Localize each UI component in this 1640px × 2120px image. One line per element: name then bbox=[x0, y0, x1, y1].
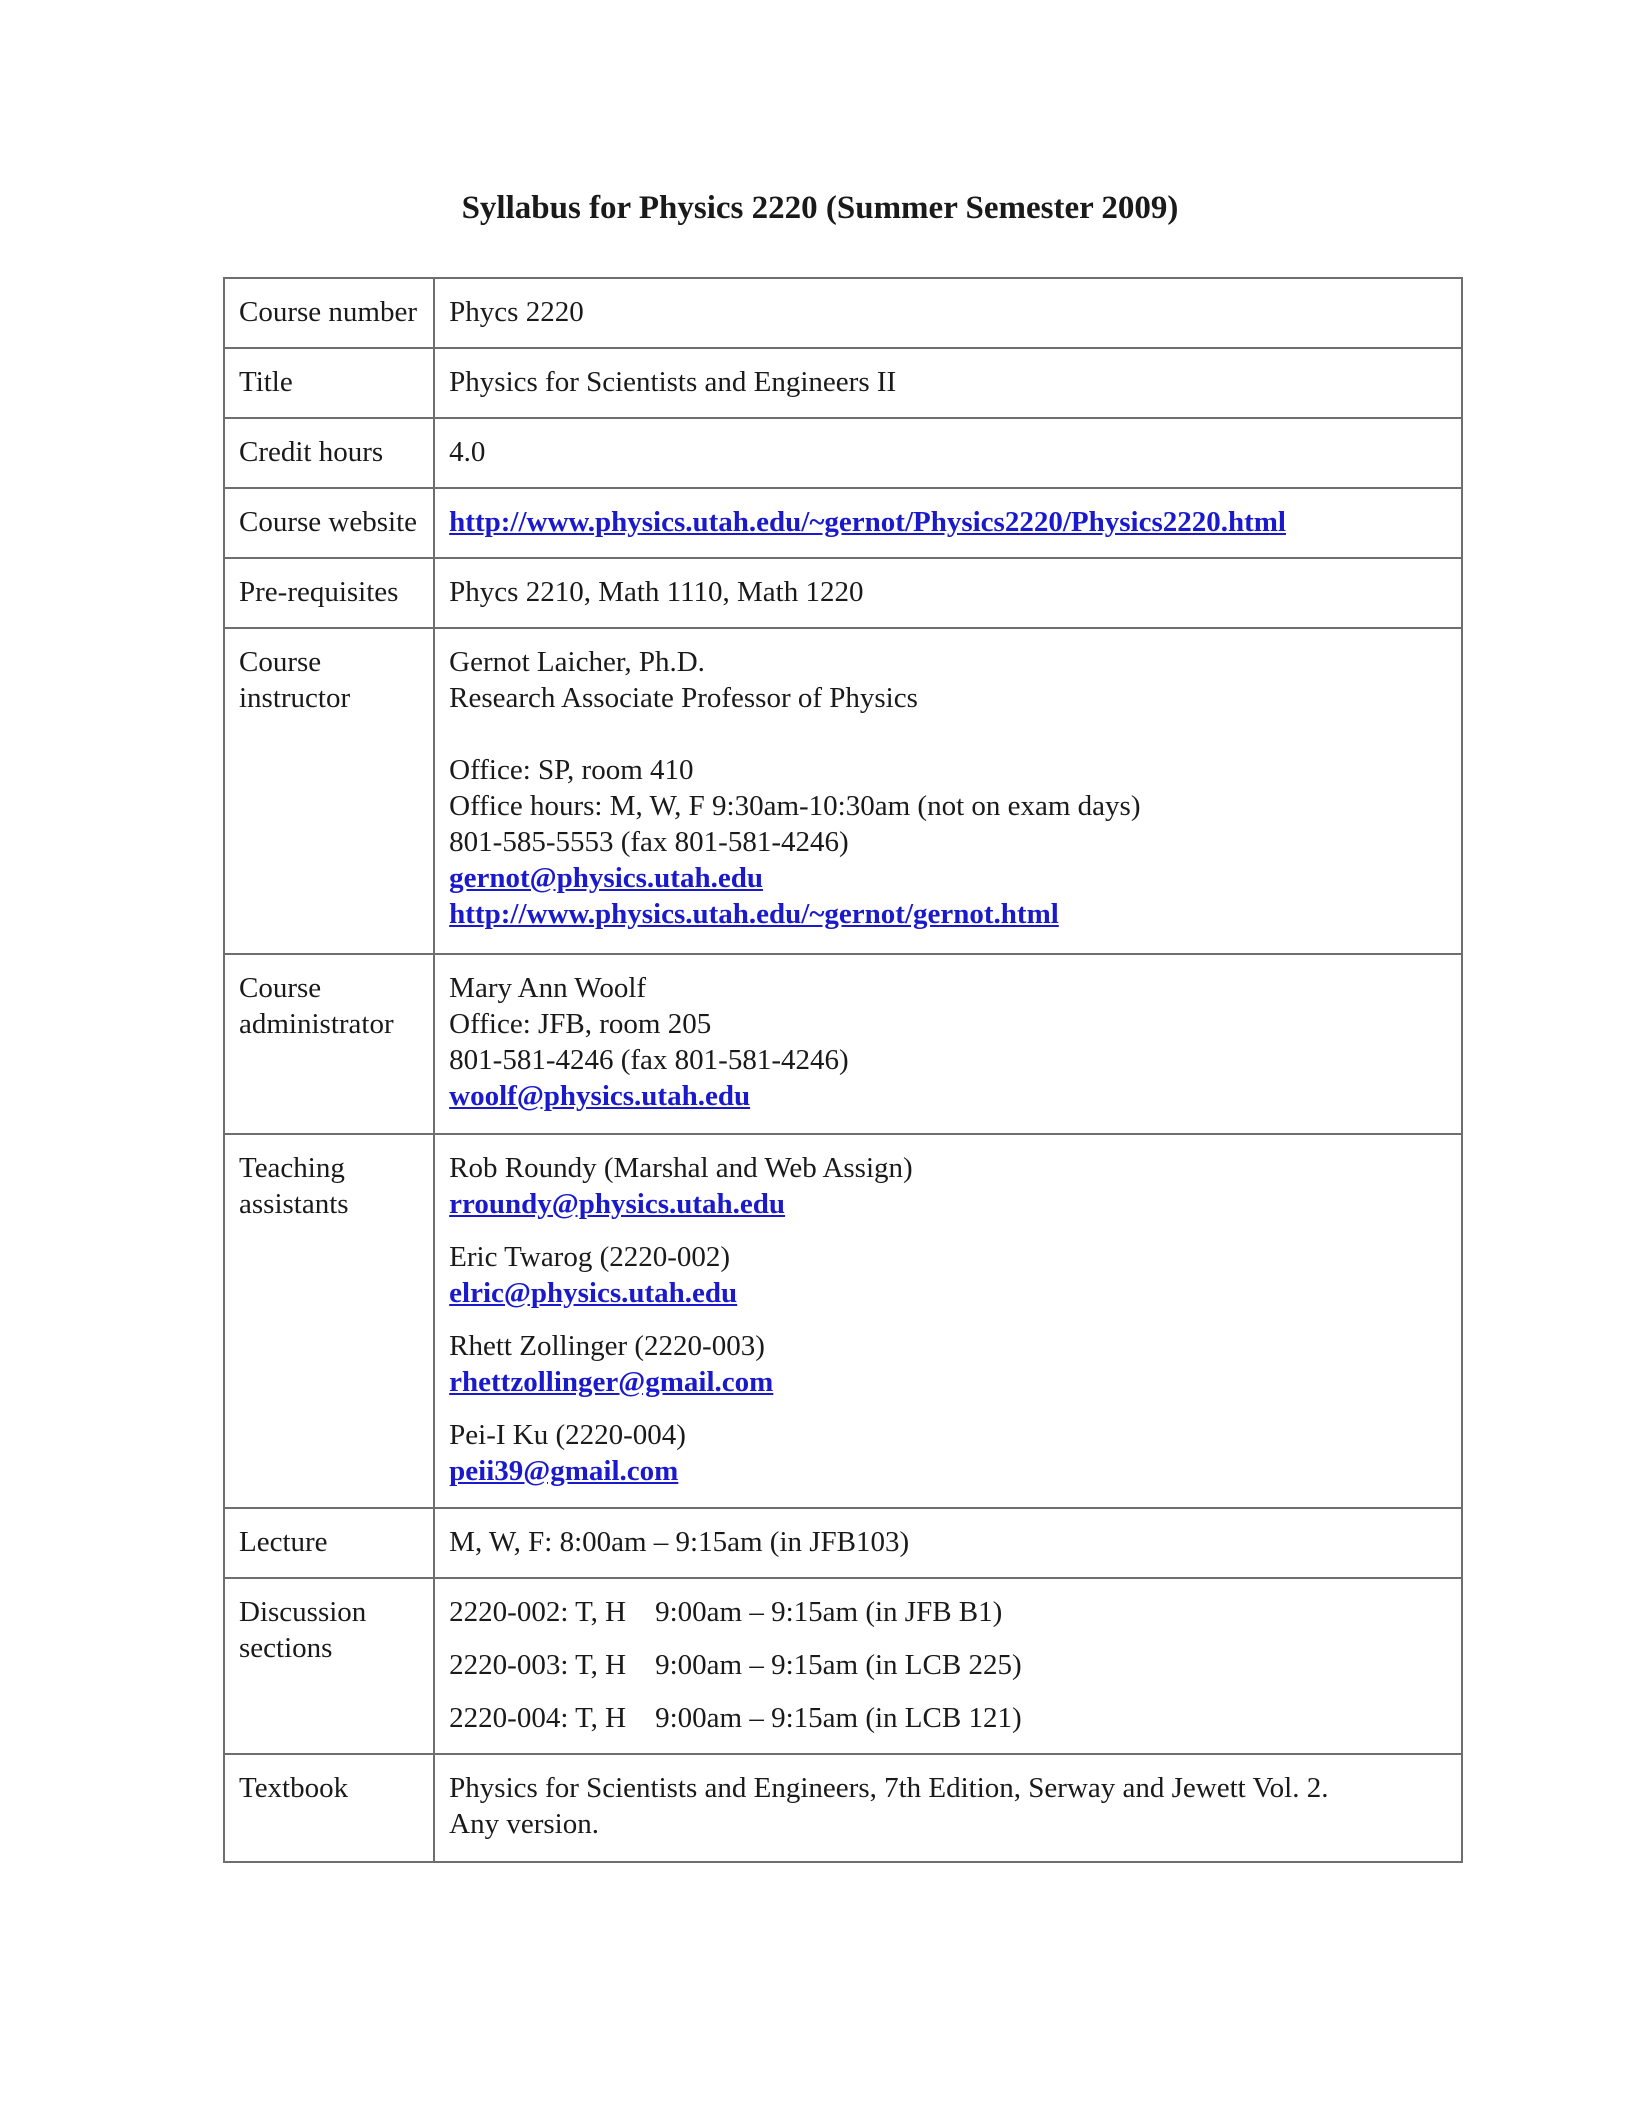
label-line: administrator bbox=[239, 1008, 394, 1040]
ta-name: Eric Twarog (2220-002) bbox=[449, 1241, 731, 1273]
row-label bbox=[224, 628, 434, 954]
list-item bbox=[449, 1239, 1447, 1311]
instructor-name: Gernot Laicher, Ph.D. bbox=[449, 646, 705, 678]
label-line: sections bbox=[239, 1632, 333, 1664]
course-title-value: Physics for Scientists and Engineers II bbox=[434, 348, 1462, 418]
instructor-position: Research Associate Professor of Physics bbox=[449, 682, 918, 714]
table-row bbox=[224, 954, 1462, 1134]
table-row bbox=[224, 418, 1462, 488]
label-line: Course bbox=[239, 646, 322, 678]
instructor-office: Office: SP, room 410 bbox=[449, 754, 694, 786]
table-row bbox=[224, 1134, 1462, 1508]
row-label: Lecture bbox=[224, 1508, 434, 1578]
prerequisites-value: Phycs 2210, Math 1110, Math 1220 bbox=[434, 558, 1462, 628]
course-number-value: Phycs 2220 bbox=[434, 278, 1462, 348]
table-row bbox=[224, 488, 1462, 558]
table-row bbox=[224, 1508, 1462, 1578]
list-item bbox=[449, 1150, 1447, 1222]
row-label: Title bbox=[224, 348, 434, 418]
row-label: Course number bbox=[224, 278, 434, 348]
administrator-phone: 801-581-4246 (fax 801-581-4246) bbox=[449, 1044, 849, 1076]
table-row bbox=[224, 1754, 1462, 1862]
instructor-office-hours: Office hours: M, W, F 9:30am-10:30am (not on exam days) bbox=[449, 790, 1141, 822]
lecture-value: M, W, F: 8:00am – 9:15am (in JFB103) bbox=[434, 1508, 1462, 1578]
row-label bbox=[224, 1578, 434, 1754]
ta-email-link[interactable]: rhettzollinger@gmail.com bbox=[449, 1366, 774, 1398]
row-label: Pre-requisites bbox=[224, 558, 434, 628]
discussion-section: 2220-002: T, H 9:00am – 9:15am (in JFB B1) bbox=[449, 1596, 1003, 1628]
table-row bbox=[224, 348, 1462, 418]
course-website-link[interactable]: http://www.physics.utah.edu/~gernot/Physics2220/Physics2220.html bbox=[449, 506, 1286, 538]
administrator-office: Office: JFB, room 205 bbox=[449, 1008, 712, 1040]
list-item bbox=[449, 1328, 1447, 1400]
row-label: Credit hours bbox=[224, 418, 434, 488]
ta-name: Pei-I Ku (2220-004) bbox=[449, 1419, 686, 1451]
discussion-section: 2220-004: T, H 9:00am – 9:15am (in LCB 121) bbox=[449, 1702, 1022, 1734]
administrator-name: Mary Ann Woolf bbox=[449, 972, 647, 1004]
list-item bbox=[449, 1417, 1447, 1489]
ta-name: Rob Roundy (Marshal and Web Assign) bbox=[449, 1152, 913, 1184]
discussion-section: 2220-003: T, H 9:00am – 9:15am (in LCB 225) bbox=[449, 1649, 1022, 1681]
row-label bbox=[224, 1134, 434, 1508]
syllabus-table bbox=[223, 277, 1463, 1863]
instructor-homepage-link[interactable]: http://www.physics.utah.edu/~gernot/gernot.html bbox=[449, 898, 1059, 930]
row-label: Textbook bbox=[224, 1754, 434, 1862]
ta-email-link[interactable]: rroundy@physics.utah.edu bbox=[449, 1188, 786, 1220]
instructor-phone: 801-585-5553 (fax 801-581-4246) bbox=[449, 826, 849, 858]
page-title: Syllabus for Physics 2220 (Summer Semester 2009) bbox=[461, 190, 1179, 226]
table-row bbox=[224, 628, 1462, 954]
label-line: Discussion bbox=[239, 1596, 367, 1628]
table-row bbox=[224, 278, 1462, 348]
administrator-email-link[interactable]: woolf@physics.utah.edu bbox=[449, 1080, 751, 1112]
ta-email-link[interactable]: elric@physics.utah.edu bbox=[449, 1277, 738, 1309]
row-label bbox=[224, 954, 434, 1134]
row-label: Course website bbox=[224, 488, 434, 558]
table-row bbox=[224, 558, 1462, 628]
label-line: Course bbox=[239, 972, 322, 1004]
ta-name: Rhett Zollinger (2220-003) bbox=[449, 1330, 765, 1362]
label-line: instructor bbox=[239, 682, 351, 714]
textbook-line: Physics for Scientists and Engineers, 7th Edition, Serway and Jewett Vol. 2. bbox=[449, 1772, 1329, 1804]
table-row bbox=[224, 1578, 1462, 1754]
ta-email-link[interactable]: peii39@gmail.com bbox=[449, 1455, 679, 1487]
textbook-line: Any version. bbox=[449, 1808, 599, 1840]
instructor-email-link[interactable]: gernot@physics.utah.edu bbox=[449, 862, 763, 894]
label-line: assistants bbox=[239, 1188, 349, 1220]
label-line: Teaching bbox=[239, 1152, 345, 1184]
credit-hours-value: 4.0 bbox=[434, 418, 1462, 488]
